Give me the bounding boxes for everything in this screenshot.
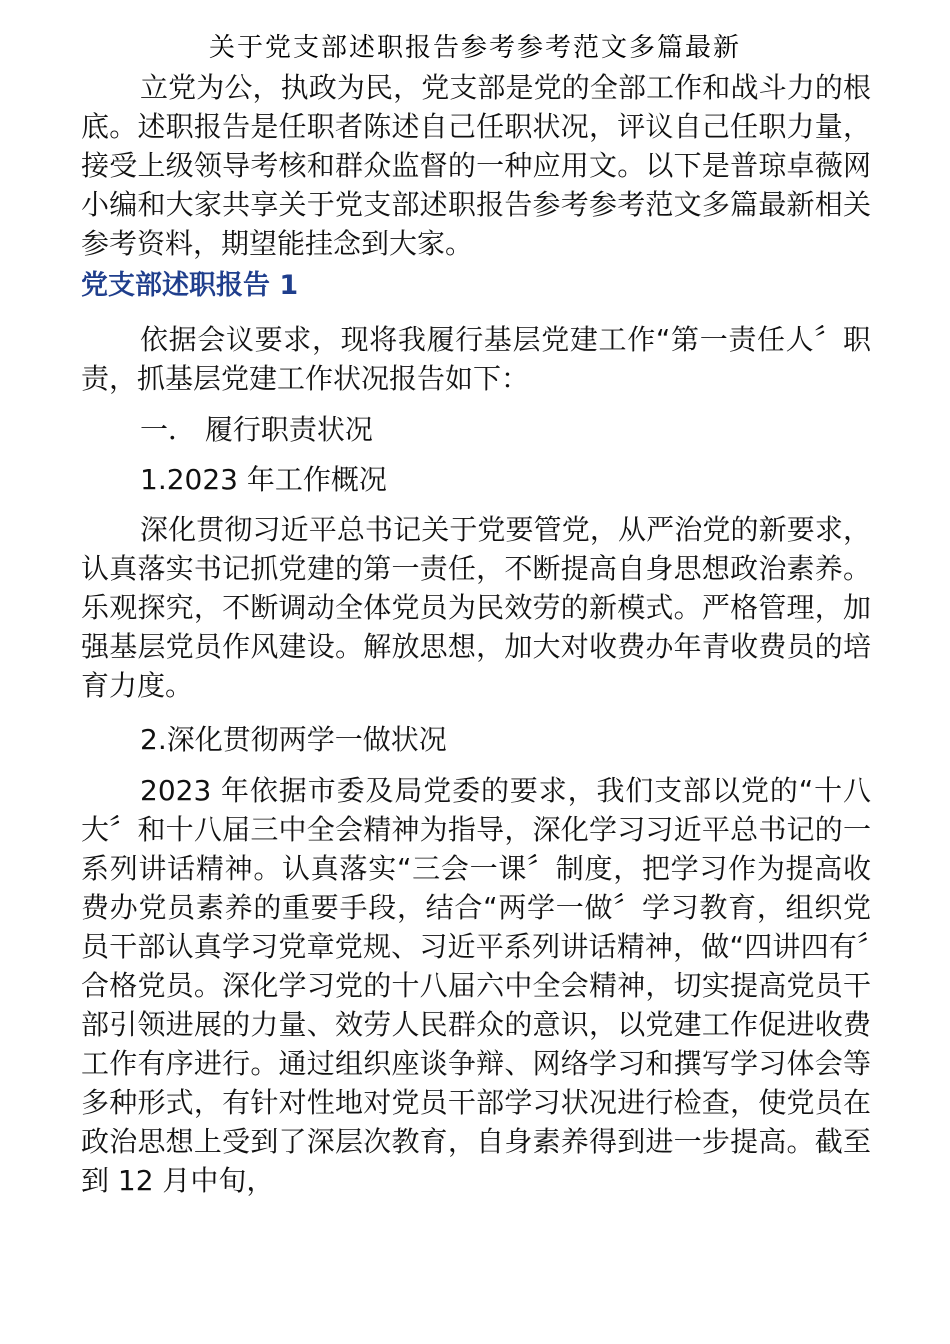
subheading-overview: 1.2023 年工作概况 xyxy=(140,463,387,496)
body-paragraph-2: 深化贯彻习近平总书记关于党要管党，从严治党的新要求，认真落实书记抓党建的第一责任，不断提高自身思想政治素养。乐观探究，不断调动全体党员为民效劳的新模式。严格管理，加强基层党员作风建设。解放思想，加大对收费办年青收费员的培育力度。 xyxy=(81,513,871,702)
body-paragraph-1: 依据会议要求，现将我履行基层党建工作“第一责任人〞职责，抓基层党建工作状况报告如下： xyxy=(81,323,871,395)
document-title: 关于党支部述职报告参考参考范文多篇最新 xyxy=(208,33,741,63)
intro-paragraph: 立党为公，执政为民，党支部是党的全部工作和战斗力的根底。述职报告是任职者陈述自己任职状况，评议自己任职力量，接受上级领导考核和群众监督的一种应用文。以下是普琼卓薇网小编和大家共享关于党支部述职报告参考参考范文多篇最新相关参考资料，期望能挂念到大家。 xyxy=(81,71,871,260)
body-paragraph-3: 2023 年依据市委及局党委的要求，我们支部以党的“十八大〞和十八届三中全会精神为指导，深化学习习近平总书记的一系列讲话精神。认真落实“三会一课〞制度，把学习作为提高收费办党员素养的重要手段，结合“两学一做〞学习教育，组织党员干部认真学习党章党规、习近平系列讲话精神，做“四讲四有〞合格党员。深化学习党的十八届六中全会精神，切实提高党员干部引领进展的力量、效劳人民群众的意识，以党建工作促进收费工作有序进行。通过组织座谈争辩、网络学习和撰写学习体会等多种形式，有针对性地对党员干部学习状况进行检查，使党员在政治思想上受到了深层次教育，自身素养得到进一步提高。截至到 12 月中旬， xyxy=(81,774,871,1197)
subheading-study: 2.深化贯彻两学一做状况 xyxy=(140,723,447,756)
section-heading: 党支部述职报告 1 xyxy=(81,270,299,301)
subheading-duty: 一． 履行职责状况 xyxy=(140,413,373,446)
